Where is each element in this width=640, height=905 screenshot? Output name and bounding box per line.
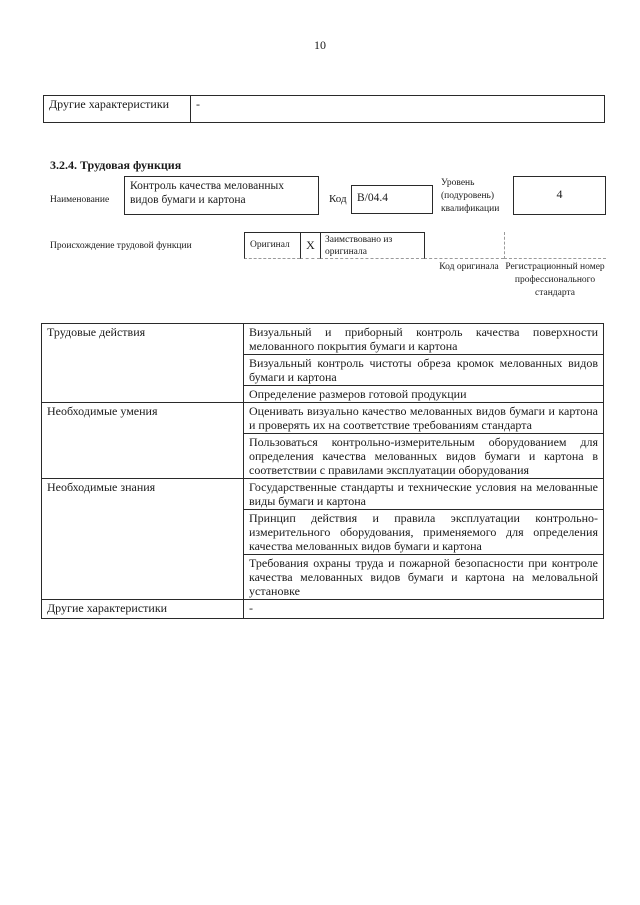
category-required-skills: Необходимые умения <box>42 403 244 479</box>
list-item: - <box>244 600 604 619</box>
table-row <box>42 600 604 619</box>
level-label: Уровень (подуровень) квалификации <box>441 178 500 214</box>
category-required-knowledge: Необходимые знания <box>42 479 244 600</box>
code-label: Код <box>329 193 347 205</box>
labor-function-table <box>41 323 604 619</box>
list-item: Определение размеров готовой продукции <box>244 386 604 403</box>
section-title: 3.2.4. Трудовая функция <box>50 158 182 172</box>
category-labor-actions: Трудовые действия <box>42 324 244 403</box>
list-item: Требования охраны труда и пожарной безопасности при контроле качества мелованных видов бумаги и картона на меловальной установке <box>244 555 604 600</box>
name-value-box: Контроль качества мелованных видов бумаги и картона <box>124 176 319 215</box>
origin-reg-caption: Регистрационный номер профессионального стандарта <box>505 262 605 298</box>
origin-borrowed: Заимствовано из оригинала <box>320 232 424 259</box>
table-row <box>42 403 604 434</box>
table-row <box>42 479 604 510</box>
level-value-box: 4 <box>513 176 606 215</box>
top-table-value: - <box>191 96 605 123</box>
list-item: Визуальный и приборный контроль качества поверхности мелованного покрытия бумаги и картона <box>244 324 604 355</box>
origin-code-caption: Код оригинала <box>439 262 499 272</box>
origin-label: Происхождение трудовой функции <box>50 241 192 251</box>
code-value-box: B/04.4 <box>351 185 433 214</box>
origin-reg-cell <box>504 232 606 259</box>
origin-code-cell <box>424 232 504 259</box>
origin-original: Оригинал <box>244 232 300 259</box>
list-item: Пользоваться контрольно-измерительным оборудованием для определения качества мелованных видов бумаги и картона в соответствии с правилами эксплуатации оборудования <box>244 434 604 479</box>
page-number: 10 <box>314 38 326 52</box>
origin-mark: X <box>300 232 320 259</box>
other-characteristics-top-table <box>43 95 605 123</box>
name-label: Наименование <box>50 195 110 205</box>
list-item: Оценивать визуально качество мелованных видов бумаги и картона и проверять их на соответствие требованиям стандарта <box>244 403 604 434</box>
top-table-label: Другие характеристики <box>44 96 191 123</box>
category-other-characteristics: Другие характеристики <box>42 600 244 619</box>
list-item: Принцип действия и правила эксплуатации контрольно-измерительного оборудования, применяемого для определения качества мелованных видов бумаги и картона <box>244 510 604 555</box>
list-item: Визуальный контроль чистоты обреза кромок мелованных видов бумаги и картона <box>244 355 604 386</box>
table-row <box>42 324 604 355</box>
list-item: Государственные стандарты и технические условия на мелованные виды бумаги и картона <box>244 479 604 510</box>
